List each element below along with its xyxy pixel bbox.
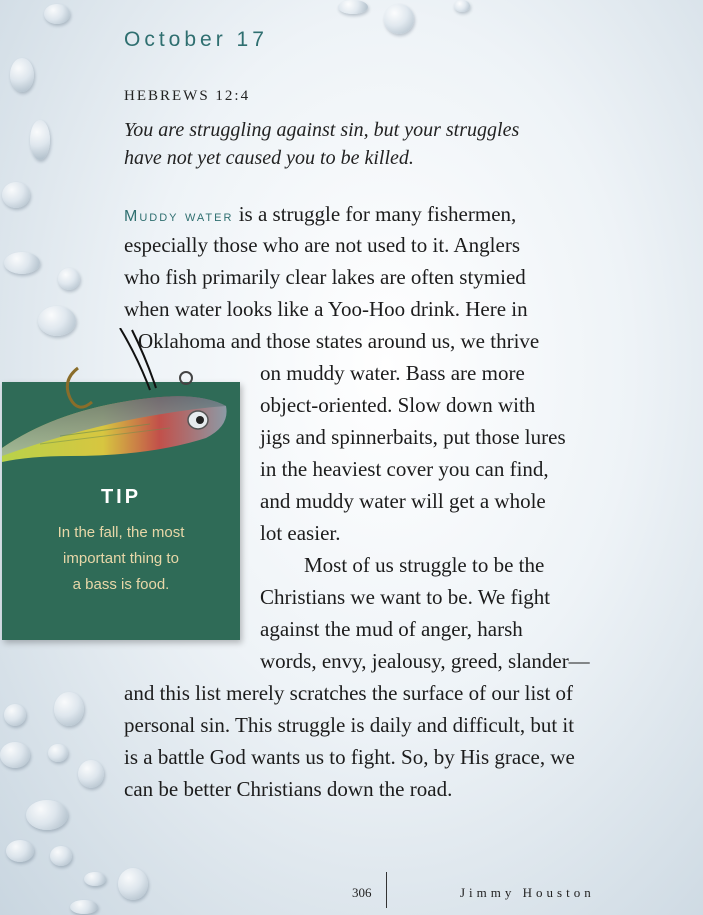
tip-line: In the fall, the most: [57, 524, 185, 541]
body-line: object-oriented. Slow down with: [260, 393, 536, 417]
water-drop-icon: [4, 252, 40, 274]
body-line: can be better Christians down the road.: [124, 777, 453, 801]
verse-line: have not yet caused you to be killed.: [124, 147, 414, 169]
water-drop-icon: [10, 58, 34, 92]
water-drop-icon: [48, 744, 68, 762]
tip-text: [2, 520, 240, 598]
verse-line: You are struggling against sin, but your struggles: [124, 119, 520, 141]
water-drop-icon: [384, 4, 414, 34]
water-drop-icon: [84, 872, 106, 886]
water-drop-icon: [454, 0, 470, 12]
body-line: Oklahoma and those states around us, we thrive: [138, 329, 540, 353]
body-line: when water looks like a Yoo-Hoo drink. Here in: [124, 297, 528, 321]
water-drop-icon: [4, 704, 26, 726]
water-drop-icon: [2, 182, 30, 208]
scripture-verse: [124, 116, 594, 172]
tip-line: important thing to: [63, 550, 179, 567]
footer-divider: [386, 872, 387, 908]
body-line: especially those who are not used to it. Anglers: [124, 233, 520, 257]
body-line: on muddy water. Bass are more: [260, 361, 525, 385]
body-line: Christians we want to be. We fight: [260, 585, 551, 609]
water-drop-icon: [54, 692, 84, 726]
body-line: and muddy water will get a whole: [260, 489, 546, 513]
lead-phrase: Muddy water: [124, 208, 234, 225]
water-drop-icon: [44, 4, 70, 24]
body-line: in the heaviest cover you can find,: [260, 457, 549, 481]
body-line: Muddy water is a struggle for many fishermen,: [124, 202, 517, 226]
body-line: Most of us struggle to be the: [304, 553, 545, 577]
scripture-reference: HEBREWS 12:4: [124, 88, 251, 104]
water-drop-icon: [58, 268, 80, 290]
water-drop-icon: [338, 0, 368, 14]
body-line: jigs and spinnerbaits, put those lures: [260, 425, 566, 449]
body-line: against the mud of anger, harsh: [260, 617, 523, 641]
water-drop-icon: [26, 800, 68, 830]
page-date: October 17: [124, 28, 268, 51]
page-number: 306: [352, 885, 372, 900]
water-drop-icon: [70, 900, 98, 914]
author-name: Jimmy Houston: [460, 885, 595, 900]
body-line: who fish primarily clear lakes are often stymied: [124, 265, 526, 289]
body-line: personal sin. This struggle is daily and difficult, but it: [124, 713, 575, 737]
water-drop-icon: [30, 120, 50, 160]
water-drop-icon: [50, 846, 72, 866]
body-line: is a battle God wants us to fight. So, by His grace, we: [124, 745, 575, 769]
body-line: words, envy, jealousy, greed, slander—: [260, 649, 590, 673]
body-line: lot easier.: [260, 521, 341, 545]
body-line: and this list merely scratches the surface of our list of: [124, 681, 574, 705]
water-drop-icon: [0, 742, 30, 768]
water-drop-icon: [118, 868, 148, 900]
water-drop-icon: [78, 760, 104, 788]
water-drop-icon: [6, 840, 34, 862]
tip-title: TIP: [100, 486, 142, 508]
tip-line: a bass is food.: [72, 576, 170, 593]
